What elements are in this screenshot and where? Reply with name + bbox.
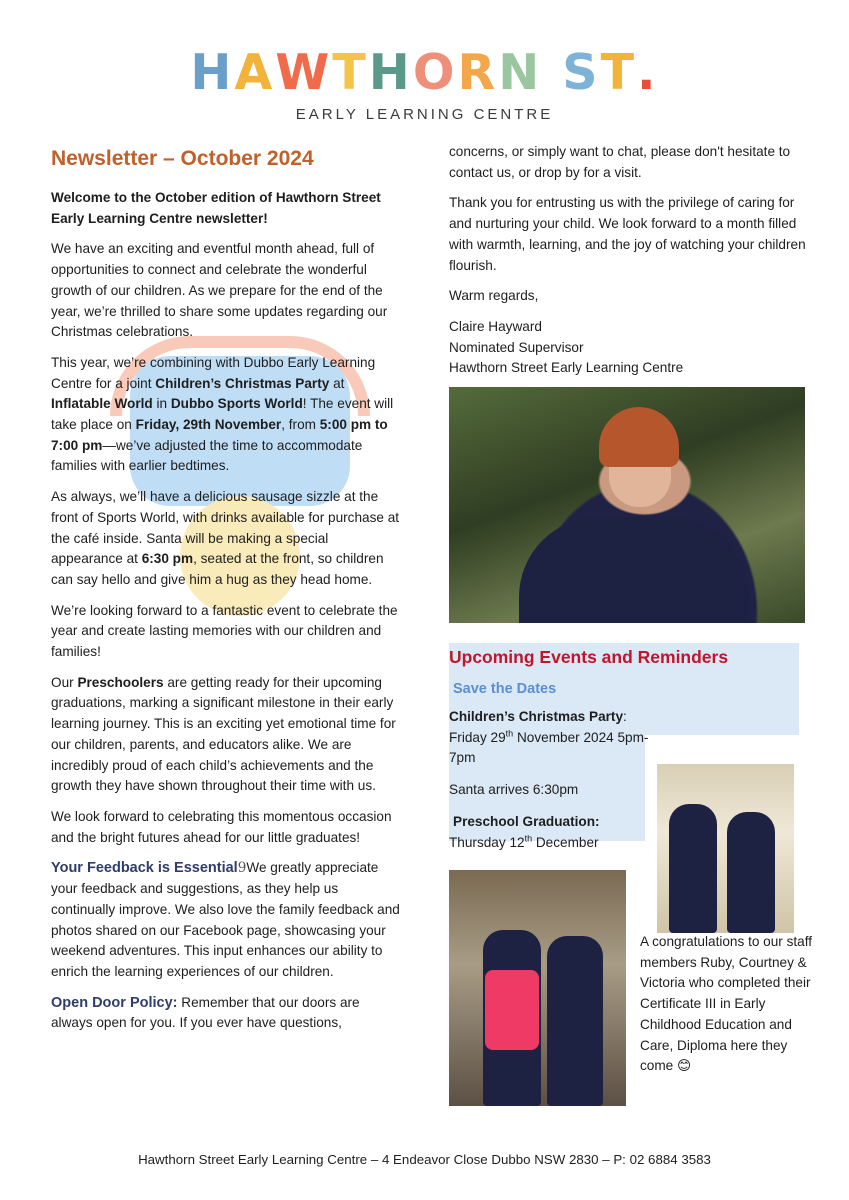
text-run: at xyxy=(329,375,345,391)
graduates-paragraph: We look forward to celebrating this momentous occasion and the bright futures ahead for our little graduates! xyxy=(51,808,392,845)
signature-org: Hawthorn Street Early Learning Centre xyxy=(449,360,684,376)
bold-run: Children’s Christmas Party xyxy=(155,375,330,391)
concerns-paragraph: concerns, or simply want to chat, please don't hesitate to contact us, or drop by for a visit. xyxy=(449,144,791,180)
feedback-paragraph xyxy=(51,858,401,982)
text-run: —we’ve adjusted the time to accommodate families with earlier bedtimes. xyxy=(51,437,363,474)
certificate-photo xyxy=(657,764,794,933)
text-run: As always, we’ll have a delicious sausage sizzle at the front of Sports World, with drinks available for purchase at the café inside. Santa will be making a special appearance at xyxy=(51,489,400,567)
welcome-text: Welcome to the October edition of Hawthorn Street Early Learning Centre newsletter! xyxy=(51,190,381,226)
photo-hair xyxy=(599,407,679,467)
logo-subtitle: EARLY LEARNING CENTRE xyxy=(295,106,554,123)
logo-letter: T xyxy=(600,44,638,101)
intro-paragraph: We have an exciting and eventful month ahead, full of opportunities to connect and celebrate the wonderful growth of our children. As we prepare for the end of the year, we’re thrilled to share some updates regarding our Christmas celebrations. xyxy=(51,241,388,340)
feedback-text: We greatly appreciate your feedback and suggestions, as they help us continually improve. We also love the family feedback and photos shared on our Facebook page, showcasing your weekend adventures. This input enhances our ability to enrich the learning experiences of our children. xyxy=(51,860,400,979)
graduation-label: Preschool Graduation: xyxy=(453,813,600,829)
welcome-paragraph xyxy=(51,188,401,229)
logo-letter: A xyxy=(234,44,276,101)
photo-person xyxy=(727,812,775,933)
preschool-paragraph xyxy=(51,673,401,797)
logo-letter xyxy=(542,44,562,102)
bold-run: Friday, 29th November xyxy=(135,417,282,433)
superscript: th xyxy=(524,833,533,844)
signature-role: Nominated Supervisor xyxy=(449,339,584,355)
page-header xyxy=(0,44,849,123)
staff-caption: A congratulations to our staff members Ruby, Courtney & Victoria who completed their Certificate III in Early Childhood Education and Care, Diploma here they come 😊 xyxy=(640,934,813,1074)
text-run: Our xyxy=(51,674,78,690)
page-footer: Hawthorn Street Early Learning Centre – 4 Endeavor Close Dubbo NSW 2830 – P: 02 6884 3583 xyxy=(138,1152,711,1167)
supervisor-photo xyxy=(449,387,805,623)
text-run: This year, we’re combining with Dubbo Early Learning Centre for a joint xyxy=(51,354,376,391)
logo-letter: W xyxy=(275,44,333,101)
bold-run: Preschoolers xyxy=(77,674,164,690)
logo-letter: T xyxy=(332,44,369,101)
logo-letter: O xyxy=(412,44,458,101)
superscript: th xyxy=(505,728,514,739)
open-door-text: Remember that our doors are always open for you. If you ever have questions, xyxy=(51,994,360,1031)
regards-text: Warm regards, xyxy=(449,288,539,304)
text-run: , seated at the front, so children can say hello and give him a hug as they head home. xyxy=(51,551,384,587)
party-label: Children’s Christmas Party xyxy=(449,709,624,725)
text-run: Thursday 12 xyxy=(449,834,525,850)
bold-run: 5:00 pm to 7:00 pm xyxy=(51,417,388,453)
looking-forward-paragraph: We’re looking forward to a fantastic event to celebrate the year and create lasting memories with our children and families! xyxy=(51,602,398,660)
logo-letter: H xyxy=(368,44,413,101)
thanks-paragraph: Thank you for entrusting us with the privilege of caring for and nurturing your child. We look forward to a month filled with warmth, learning, and the joy of watching your children flourish. xyxy=(449,195,806,273)
logo-letter: R xyxy=(457,44,499,101)
right-column xyxy=(449,142,809,853)
bold-run: Dubbo Sports World xyxy=(170,396,303,412)
save-dates-subheading: Save the Dates xyxy=(453,681,557,698)
signature-block xyxy=(449,317,809,379)
graduation-event xyxy=(449,812,639,853)
text-run: in xyxy=(152,396,171,412)
photo-vest xyxy=(485,970,539,1050)
photo-person xyxy=(669,804,717,933)
centre-logo xyxy=(0,44,849,102)
photo-shirt xyxy=(519,517,749,623)
open-door-paragraph xyxy=(51,993,401,1034)
signature-name: Claire Hayward xyxy=(449,318,542,334)
staff-photo xyxy=(449,870,626,1106)
open-door-heading: Open Door Policy: xyxy=(51,994,178,1011)
text-run: ! The event will take place on xyxy=(51,396,394,433)
events-heading: Upcoming Events and Reminders xyxy=(449,647,729,668)
newsletter-title: Newsletter – October 2024 xyxy=(51,147,314,170)
logo-letter: . xyxy=(637,44,659,101)
text-run: December xyxy=(532,834,599,850)
bold-run: 6:30 pm xyxy=(141,551,194,567)
party-paragraph xyxy=(51,353,401,477)
feedback-separator: 9 xyxy=(237,860,247,877)
left-column xyxy=(51,142,401,1044)
feedback-heading: Your Feedback is Essential xyxy=(51,860,238,877)
bold-run: Inflatable World xyxy=(51,396,153,412)
text-run: are getting ready for their upcoming graduations, marking a significant milestone in their early learning journey. This is an exciting yet emotional time for our children, parents, and educators alike. We are incredibly proud of each child’s achievements and the growth they have shown throughout their time with us. xyxy=(51,674,396,794)
santa-event: Santa arrives 6:30pm xyxy=(449,782,579,798)
text-run: , from xyxy=(281,417,320,433)
photo-person xyxy=(547,936,603,1106)
logo-letter: S xyxy=(562,44,601,101)
logo-letter: N xyxy=(498,44,543,101)
logo-letter: H xyxy=(190,44,235,101)
text-run: November 2024 5pm-7pm xyxy=(449,729,649,766)
text-run: : Friday 29 xyxy=(449,709,627,745)
party-event xyxy=(449,707,654,769)
santa-paragraph xyxy=(51,487,401,591)
